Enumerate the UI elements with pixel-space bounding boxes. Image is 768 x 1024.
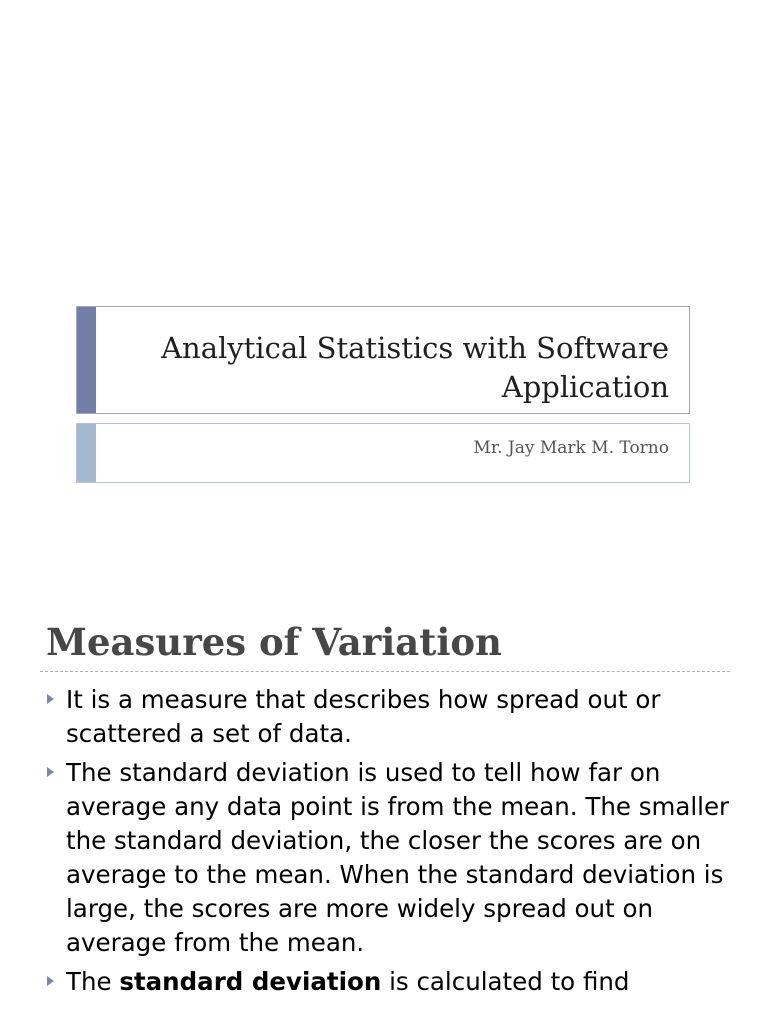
slide-title-line1: Analytical Statistics with Software bbox=[161, 331, 669, 365]
bullet-text: The standard deviation is used to tell how far on average any data point is from the mean. The smaller the standard deviation, the closer the scores are on average to the mean. When the standard deviation is large, the scores are more widely spread out on average from the mean. bbox=[66, 758, 730, 957]
list-item bbox=[44, 683, 744, 751]
heading-divider bbox=[40, 671, 730, 672]
title-accent-bar bbox=[77, 307, 96, 413]
title-box bbox=[76, 306, 690, 414]
slide-subtitle: Mr. Jay Mark M. Torno bbox=[473, 438, 669, 458]
triangle-right-icon bbox=[47, 694, 54, 704]
content-slide bbox=[0, 576, 768, 1024]
triangle-right-icon bbox=[47, 767, 54, 777]
slide-title bbox=[109, 329, 669, 407]
bullet-text-post: is calculated to find bbox=[381, 967, 630, 996]
slide-title-line2: Application bbox=[501, 370, 669, 404]
subtitle-box bbox=[76, 423, 690, 483]
list-item bbox=[44, 756, 744, 960]
slide-heading: Measures of Variation bbox=[46, 620, 502, 664]
triangle-right-icon bbox=[47, 976, 54, 986]
list-item bbox=[44, 965, 744, 999]
bullet-list bbox=[44, 683, 744, 1004]
bullet-text-pre: The bbox=[66, 967, 120, 996]
subtitle-accent-bar bbox=[77, 424, 96, 482]
bullet-text: It is a measure that describes how spread out or scattered a set of data. bbox=[66, 685, 661, 748]
bullet-text-bold: standard deviation bbox=[119, 967, 382, 996]
